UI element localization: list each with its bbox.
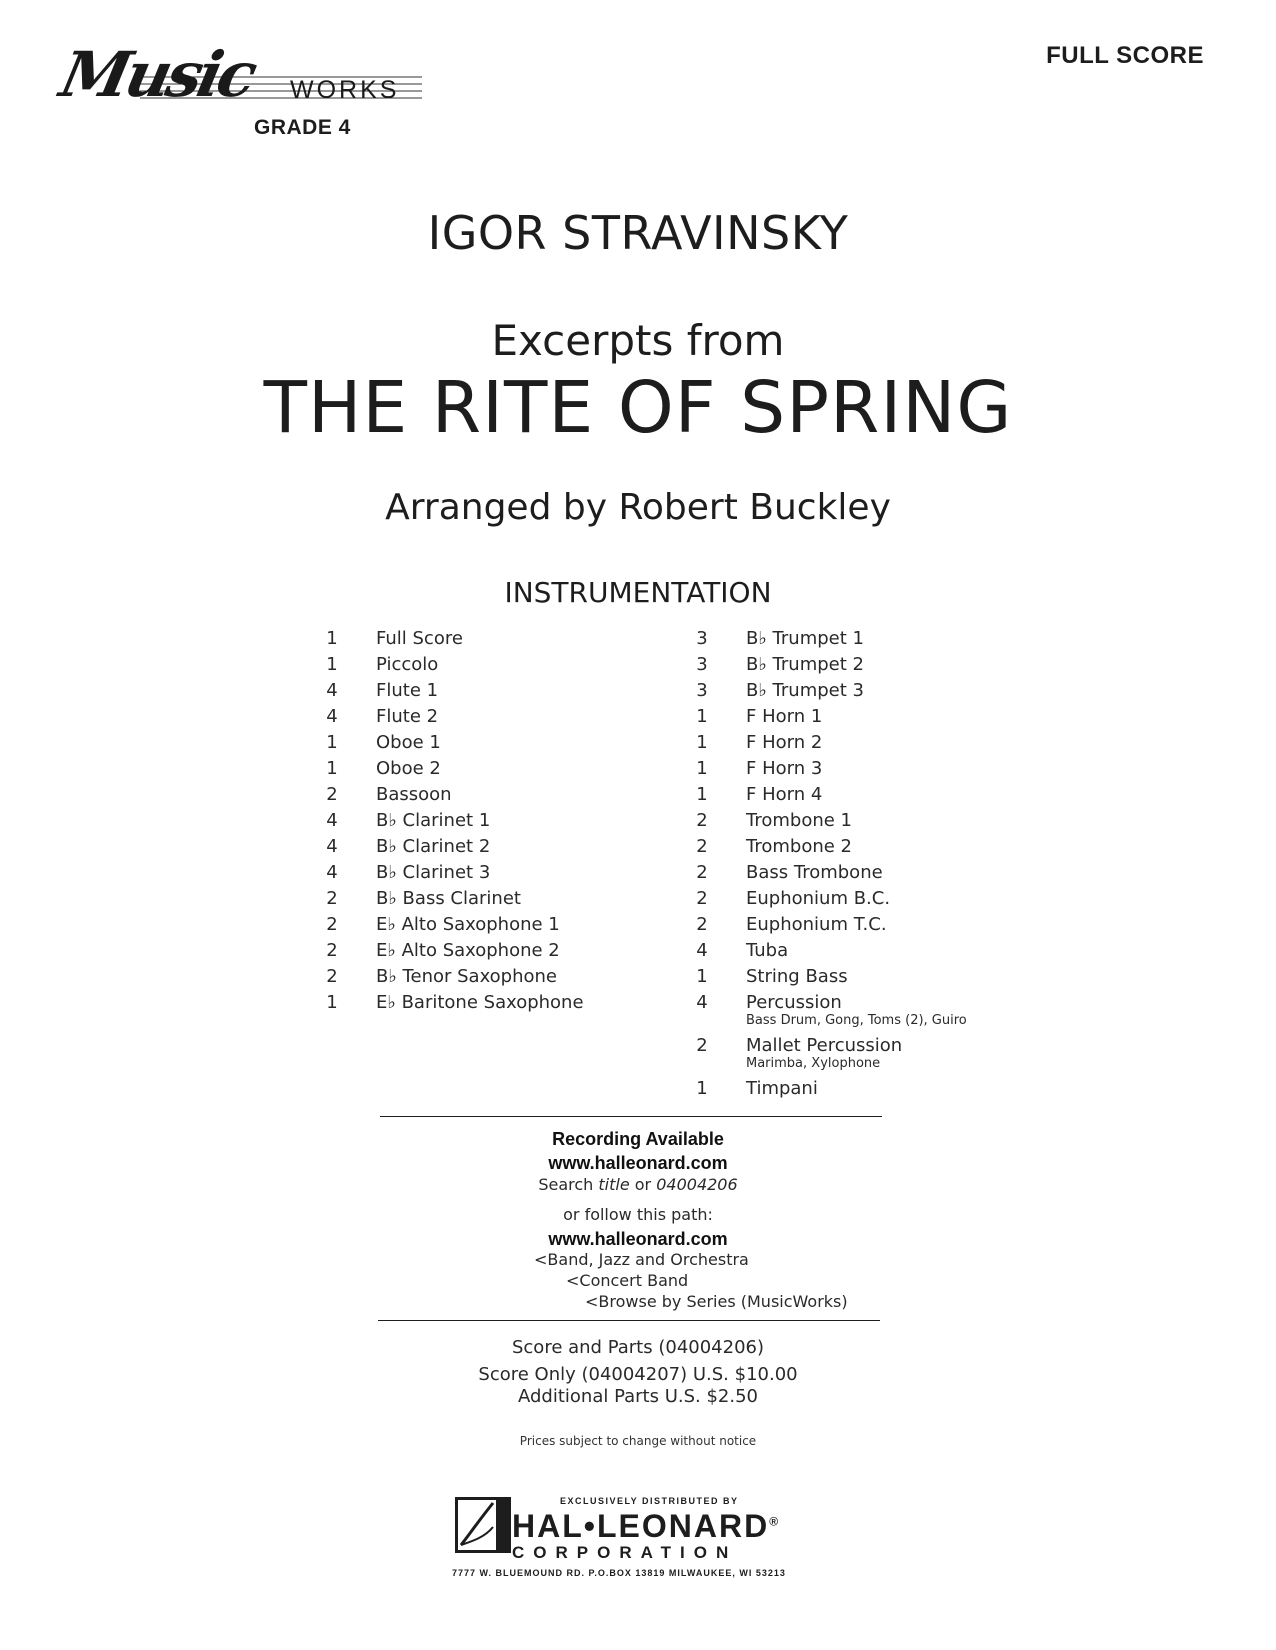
quantity: 4: [326, 810, 338, 831]
list-item: [692, 652, 1012, 678]
publisher-name-text: HAL•LEONARD: [512, 1508, 770, 1544]
list-item: [692, 938, 1012, 964]
quantity: 4: [326, 836, 338, 857]
price-score-and-parts: Score and Parts (04004206): [511, 1337, 765, 1358]
quantity: 2: [696, 836, 708, 857]
list-item: [692, 886, 1012, 912]
instrument-name: String Bass: [746, 966, 848, 987]
instrument-name: F Horn 3: [746, 758, 823, 779]
instrumentation-list-right: [692, 626, 1012, 1102]
quantity: 1: [326, 732, 338, 753]
instrument-name: Tuba: [746, 940, 789, 961]
list-item: [322, 652, 642, 678]
quantity: 2: [696, 914, 708, 935]
instrument-name: E♭ Baritone Saxophone: [376, 992, 584, 1013]
score-type-label: FULL SCORE: [1046, 42, 1204, 69]
quantity: 2: [326, 914, 338, 935]
list-item: [692, 626, 1012, 652]
path-site-link[interactable]: www.halleonard.com: [548, 1229, 728, 1249]
instrument-name: E♭ Alto Saxophone 1: [376, 914, 560, 935]
list-item: [692, 990, 1012, 1033]
instrument-name: Flute 1: [376, 680, 439, 701]
instrument-name: F Horn 2: [746, 732, 823, 753]
instrument-name: Piccolo: [376, 654, 439, 675]
grade-label: GRADE 4: [254, 116, 351, 139]
instrument-name: Euphonium B.C.: [746, 888, 891, 909]
quantity: 1: [326, 654, 338, 675]
follow-path-text: or follow this path:: [563, 1205, 713, 1224]
publisher-corporation: CORPORATION: [512, 1543, 738, 1562]
quantity: 2: [326, 888, 338, 909]
quantity: 1: [696, 758, 708, 779]
path-step-3: <Browse by Series (MusicWorks): [585, 1292, 848, 1311]
instrument-name: B♭ Clarinet 3: [376, 862, 491, 883]
instrument-name: Trombone 1: [746, 810, 852, 831]
search-title: title: [598, 1175, 630, 1194]
list-item: [322, 990, 642, 1016]
instrument-name: B♭ Clarinet 2: [376, 836, 491, 857]
logo-works-text: WORKS: [290, 76, 400, 104]
list-item: [322, 626, 642, 652]
list-item: [322, 860, 642, 886]
quantity: 1: [326, 628, 338, 649]
path-step-1: <Band, Jazz and Orchestra: [534, 1250, 749, 1269]
registered-mark: ®: [769, 1514, 781, 1529]
list-item: [322, 730, 642, 756]
instrumentation-heading: INSTRUMENTATION: [504, 576, 772, 609]
list-item: [322, 782, 642, 808]
recording-site-link[interactable]: www.halleonard.com: [548, 1153, 728, 1173]
price-disclaimer: Prices subject to change without notice: [519, 1434, 757, 1448]
logo-script-text: Music: [54, 38, 260, 111]
work-title: THE RITE OF SPRING: [263, 366, 1013, 449]
composer-name: IGOR STRAVINSKY: [427, 206, 849, 260]
list-item: [692, 730, 1012, 756]
price-score-only: Score Only (04004207) U.S. $10.00: [478, 1364, 798, 1385]
instrument-name: Euphonium T.C.: [746, 914, 887, 935]
list-item: [322, 912, 642, 938]
instrument-name: F Horn 4: [746, 784, 823, 805]
search-or: or: [629, 1175, 657, 1194]
quantity: 3: [696, 628, 708, 649]
instrument-name: Oboe 2: [376, 758, 441, 779]
list-item: [692, 1033, 1012, 1076]
instrument-name: B♭ Bass Clarinet: [376, 888, 521, 909]
quantity: 4: [696, 992, 708, 1013]
publisher-address: 7777 W. BLUEMOUND RD. P.O.BOX 13819 MILWAUKEE, WI 53213: [452, 1568, 786, 1578]
search-prefix: Search: [538, 1175, 599, 1194]
arranger-credit: Arranged by Robert Buckley: [385, 487, 891, 528]
divider-bottom: [378, 1320, 880, 1321]
list-item: [692, 860, 1012, 886]
musicworks-logo: [54, 38, 400, 144]
quantity: 4: [696, 940, 708, 961]
pretitle: Excerpts from: [491, 316, 785, 365]
quantity: 2: [696, 862, 708, 883]
list-item: [692, 782, 1012, 808]
list-item: [692, 1076, 1012, 1102]
instrument-name: Timpani: [746, 1078, 818, 1099]
publisher-name: [512, 1508, 780, 1545]
quantity: 4: [326, 862, 338, 883]
quantity: 2: [326, 784, 338, 805]
instrument-name: Bass Trombone: [746, 862, 883, 883]
instrument-name: B♭ Trumpet 1: [746, 628, 864, 649]
list-item: [692, 912, 1012, 938]
list-item: [692, 834, 1012, 860]
instrument-name: Percussion: [746, 992, 842, 1013]
list-item: [692, 756, 1012, 782]
list-item: [322, 964, 642, 990]
quantity: 1: [326, 992, 338, 1013]
search-code: 04004206: [656, 1175, 738, 1194]
quantity: 2: [696, 810, 708, 831]
list-item: [322, 886, 642, 912]
instrument-name: E♭ Alto Saxophone 2: [376, 940, 560, 961]
quantity: 1: [696, 732, 708, 753]
list-item: [322, 834, 642, 860]
quantity: 1: [696, 966, 708, 987]
divider-top: [380, 1116, 882, 1117]
hal-leonard-logo-mark: [455, 1497, 511, 1553]
list-item: [692, 964, 1012, 990]
instrument-name: Oboe 1: [376, 732, 441, 753]
list-item: [692, 678, 1012, 704]
quantity: 4: [326, 680, 338, 701]
quantity: 1: [696, 706, 708, 727]
quantity: 2: [696, 1035, 708, 1056]
distribution-label: EXCLUSIVELY DISTRIBUTED BY: [560, 1496, 739, 1506]
quantity: 1: [696, 784, 708, 805]
instrument-name: B♭ Trumpet 2: [746, 654, 864, 675]
list-item: [322, 756, 642, 782]
instrument-name: Mallet Percussion: [746, 1035, 903, 1056]
instrument-name: Bassoon: [376, 784, 452, 805]
instrument-name: B♭ Clarinet 1: [376, 810, 491, 831]
instrument-name: F Horn 1: [746, 706, 823, 727]
list-item: [692, 704, 1012, 730]
list-item: [322, 938, 642, 964]
quantity: 2: [326, 966, 338, 987]
instrument-note: Bass Drum, Gong, Toms (2), Guiro: [746, 1013, 967, 1028]
quantity: 4: [326, 706, 338, 727]
quantity: 2: [326, 940, 338, 961]
instrument-name: Flute 2: [376, 706, 439, 727]
instrument-note: Marimba, Xylophone: [746, 1056, 881, 1071]
recording-heading: Recording Available: [552, 1129, 724, 1149]
instrument-name: Trombone 2: [746, 836, 852, 857]
quantity: 1: [326, 758, 338, 779]
instrument-name: Full Score: [376, 628, 463, 649]
quantity: 3: [696, 654, 708, 675]
list-item: [322, 808, 642, 834]
price-additional-parts: Additional Parts U.S. $2.50: [517, 1386, 758, 1407]
instrumentation-list-left: [322, 626, 642, 1016]
quantity: 2: [696, 888, 708, 909]
path-step-2: <Concert Band: [566, 1271, 689, 1290]
list-item: [322, 678, 642, 704]
instrument-name: B♭ Trumpet 3: [746, 680, 864, 701]
instrument-name: B♭ Tenor Saxophone: [376, 966, 558, 987]
search-instructions: [0, 1175, 1276, 1194]
quantity: 1: [696, 1078, 708, 1099]
list-item: [322, 704, 642, 730]
quantity: 3: [696, 680, 708, 701]
list-item: [692, 808, 1012, 834]
